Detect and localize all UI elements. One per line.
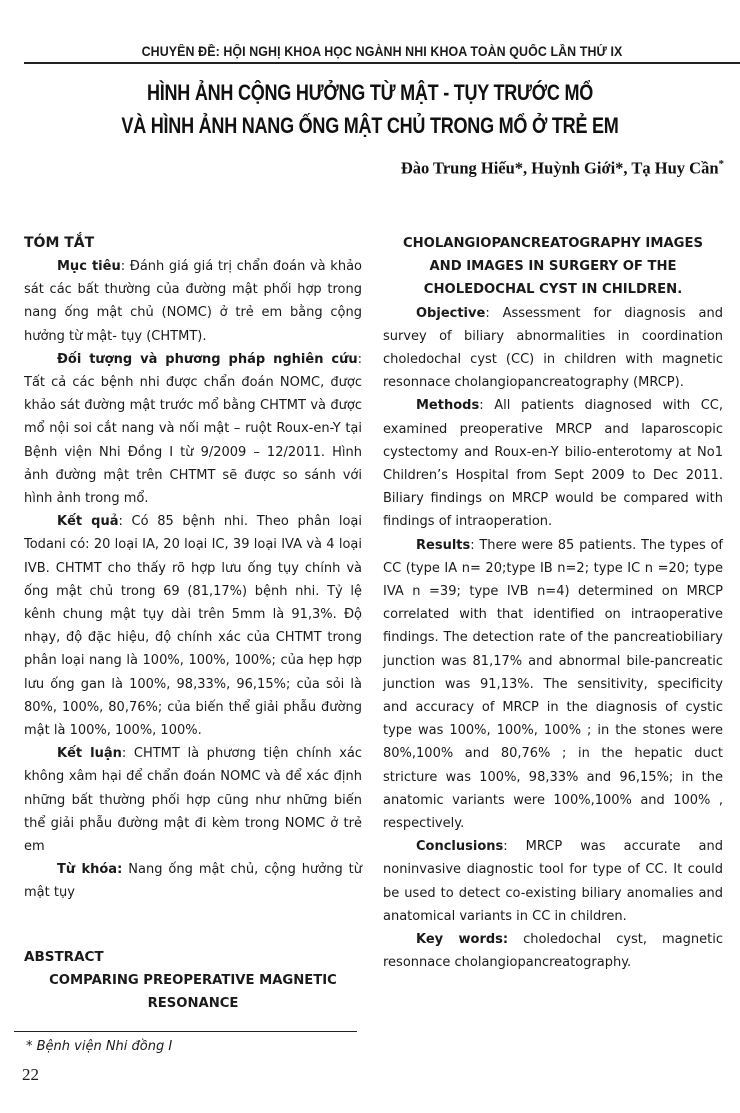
author-footnote-mark: * — [718, 158, 724, 170]
section-label: Kết quả — [57, 514, 119, 530]
english-title-part2: CHOLANGIOPANCREATOGRAPHY IMAGES AND IMAGES IN SURGERY OF THE CHOLEDOCHAL CYST IN CHILDREN. — [402, 236, 704, 298]
section-label: Key words: — [416, 932, 509, 948]
section-keywords-vi — [24, 858, 362, 904]
vietnamese-abstract-column — [24, 232, 362, 905]
section-methods-vi — [24, 348, 362, 510]
section-objective-vi — [24, 255, 362, 348]
footnote-rule — [14, 1031, 357, 1032]
section-label: Objective — [416, 305, 486, 321]
english-abstract-column — [383, 232, 723, 975]
section-text: : CHTMT là phương tiện chính xác không xâm hại để chẩn đoán NOMC và để xác định những bất thường phối hợp cũng như những biến thể giải phẫu đường mật đi kèm trong NOMC ở trẻ em — [24, 746, 362, 855]
title-line-2: VÀ HÌNH ẢNH NANG ỐNG MẬT CHỦ TRONG MỔ Ở TRẺ EM — [121, 113, 619, 138]
header-rule — [24, 62, 740, 64]
section-label: Mục tiêu — [57, 259, 121, 274]
article-title — [0, 76, 740, 142]
section-text: : All patients diagnosed with CC, examined preoperative MRCP and laparoscopic cystectomy and Roux-en-Y bilio-enterotomy at No1 Children’s Hospital from Sept 2009 to Dec 2011. Biliary findings on MRCP would be compared with findings of intraoperation. — [383, 398, 723, 530]
section-text: : There were 85 patients. The types of CC (type IA n= 20;type IB n=2; type IC n =20; type IVA n =39; type IVB n=4) determined on MRCP correlated with that identified on intraoperative findings. The detection rate of the pancreatiobiliary junction was 81,17% and abnormal bile-pancreatic junction was 91,13%. The sensitivity, specificity and accuracy of MRCP in the diagnosis of cystic type was 100%, 100%, 100% ; in the stones were 80%,100% and 80,76% ; in the hepatic duct stricture was 100%, 98,33% and 96,15%; in the anatomic variants were 100%,100% and 100% , respectively. — [383, 537, 723, 832]
section-text: : MRCP was accurate and noninvasive diagnostic tool for type of CC. It could be used to detect co-existing biliary anomalies and anatomical variants in CC in children. — [383, 839, 723, 924]
section-label: Kết luận — [57, 746, 122, 762]
section-conclusions-en — [383, 835, 723, 928]
section-text: : Có 85 bệnh nhi. Theo phân loại Todani có: 20 loại IA, 20 loại IC, 39 loại IVA và 4 loại IVB. CHTMT cho thấy rõ hợp lưu ống tụy chính và ống mật chủ trong 69 (81,17%) bệnh nhi. Tỷ lệ kênh chung mật tụy dài trên 5mm là 91,3%. Độ nhạy, độ đặc hiệu, độ chính xác của CHTMT trong phân loại nang là 100%, 100%, 100%; của hẹp hợp lưu ống gan là 100%, 98,33%, 96,15%; của sỏi là 80%, 100%, 80,76%; của biến thể giải phẫu đường mật là 100%, 100%, 100%. — [24, 514, 362, 739]
section-text: : Tất cả các bệnh nhi được chẩn đoán NOMC, được khảo sát đường mật trước mổ bằng CHTMT và được mổ nội soi cắt nang và nối mật – ruột Roux-en-Y tại Bệnh viện Nhi Đồng I từ 9/2009 – 12/2011. Hình ảnh đường mật trên CHTMT sẽ được so sánh với hình ảnh trong mổ. — [24, 351, 362, 507]
section-keywords-en — [383, 928, 723, 974]
section-methods-en — [383, 394, 723, 533]
page-number: 22 — [22, 1065, 39, 1084]
section-text: : Assessment for diagnosis and survey of biliary abnormalities in coordination choledochal cyst (CC) in children with magnetic resonnace cholangiopancreatography (MRCP). — [383, 305, 723, 391]
vietnamese-abstract-heading: TÓM TẮT — [24, 235, 95, 251]
section-text: choledochal cyst, magnetic resonnace cholangiopancreatography. — [383, 932, 723, 971]
section-conclusion-vi — [24, 742, 362, 858]
authors-text: Đào Trung Hiếu*, Huỳnh Giới*, Tạ Huy Cần — [400, 158, 719, 178]
running-header: CHUYÊN ĐỀ: HỘI NGHỊ KHOA HỌC NGÀNH NHI KHOA TOÀN QUỐC LẦN THỨ IX — [141, 44, 623, 59]
english-title-part1: COMPARING PREOPERATIVE MAGNETIC RESONANCE — [49, 973, 337, 1012]
section-results-vi — [24, 510, 362, 742]
section-label: Methods — [416, 398, 480, 414]
english-abstract-heading: ABSTRACT — [24, 949, 104, 965]
section-text: Nang ống mật chủ, cộng hưởng từ mật tụy — [24, 862, 363, 901]
section-label: Từ khóa: — [57, 862, 123, 878]
title-line-1: HÌNH ẢNH CỘNG HƯỞNG TỪ MẬT - TỤY TRƯỚC MỔ — [146, 80, 594, 105]
section-objective-en — [383, 302, 723, 395]
author-list — [401, 158, 724, 179]
section-results-en — [383, 534, 723, 836]
section-label: Results — [416, 537, 471, 553]
affiliation-footnote: * Bệnh viện Nhi đồng I — [26, 1039, 173, 1054]
section-label: Đối tượng và phương pháp nghiên cứu — [57, 351, 358, 367]
english-abstract-start — [24, 946, 362, 1015]
section-text: : Đánh giá giá trị chẩn đoán và khảo sát các bất thường của đường mật phối hợp trong nang ống mật chủ (NOMC) ở trẻ em bằng cộng hưởng từ mật- tụy (CHTMT). — [24, 259, 362, 344]
section-label: Conclusions — [416, 839, 504, 855]
